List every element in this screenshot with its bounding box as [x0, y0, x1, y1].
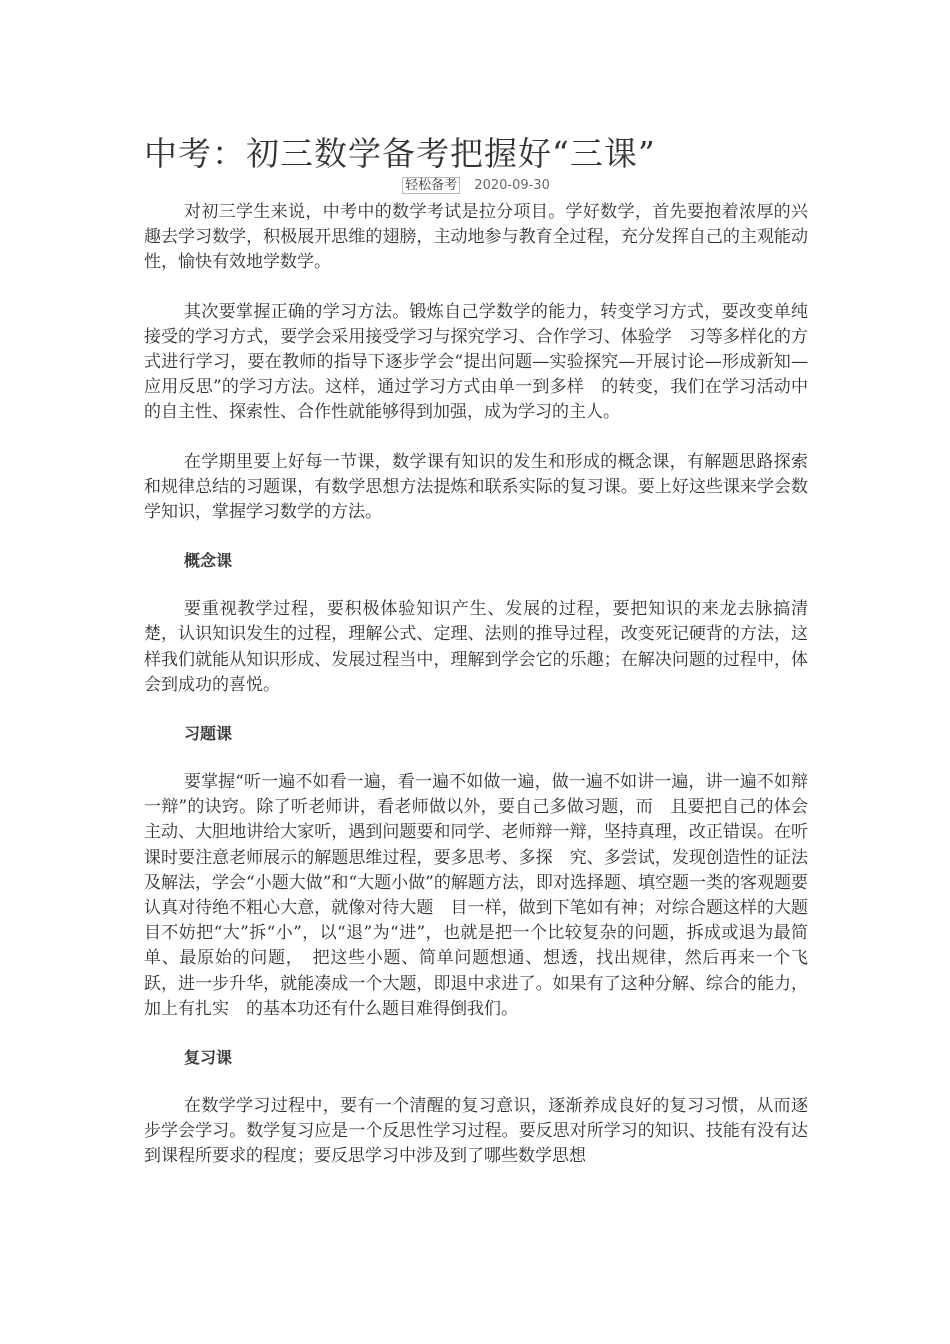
paragraph-gap — [144, 746, 808, 770]
section-text-review: 在数学学习过程中，要有一个清醒的复习意识，逐渐养成良好的复习习惯，从而逐步学会学习。数学复习应是一个反思性学习过程。要反思对所学习的知识、技能有没有达到课程所要求的程度；要反思学习中涉及到了哪些数学思想 — [144, 1096, 808, 1167]
section-text-exercise: 要掌握“听一遍不如看一遍，看一遍不如做一遍，做一遍不如讲一遍，讲一遍不如辩一辩”的诀窍。除了听老师讲，看老师做以外，要自己多做习题，而 且要把自己的体会主动、大胆地讲给大家听，遇到问题要和同学、老师辩一辩，坚持真理，改正错误。在听课时要注意老师展示的解题思维过程，要多思考、多探 究、多尝试，发现创造性的证法及解法，学会“小题大做”和“大题小做”的解题方法，即对选择题、填空题一类的客观题要认真对待绝不粗心大意，就像对待大题 目一样，做到下笔如有神；对综合题这样的大题目不妨把“大”拆“小”，以“退”为“进”，也就是把一个比较复杂的问题，拆成或退为最简单、最原始的问题， 把这些小题、简单问题想通、想透，找出规律，然后再来一个飞跃，进一步升华，就能凑成一个大题，即退中求进了。如果有了这种分解、综合的能力，加上有扎实 的基本功还有什么题目难得倒我们。 — [144, 772, 808, 1019]
section-heading-review: 复习课 — [184, 1048, 233, 1068]
section-heading-concept: 概念课 — [184, 551, 233, 571]
paragraph-gap — [144, 426, 808, 450]
paragraph-gap — [144, 1070, 808, 1094]
source-tag[interactable]: 轻松备考 — [402, 177, 460, 194]
section-heading-exercise: 习题课 — [184, 724, 233, 744]
paragraph-intro: 对初三学生来说，中考中的数学考试是拉分项目。学好数学，首先要抱着浓厚的兴趣去学习数学，积极展开思维的翅膀，主动地参与教育全过程，充分发挥自己的主观能动性，愉快有效地学数学。 — [144, 202, 808, 273]
paragraph-gap — [144, 1022, 808, 1046]
paragraph-gap — [144, 573, 808, 597]
paragraph-classes: 在学期里要上好每一节课，数学课有知识的发生和形成的概念课，有解题思路探索和规律总结的习题课，有数学思想方法提炼和联系实际的复习课。要上好这些课来学会数学知识，掌握学习数学的方法。 — [144, 451, 808, 523]
article-title: 中考：初三数学备考把握好“三课” — [144, 134, 656, 173]
publish-date: 2020-09-30 — [474, 178, 550, 193]
paragraph-method: 其次要掌握正确的学习方法。锻炼自己学数学的能力，转变学习方式，要改变单纯接受的学习方式，要学会采用接受学习与探究学习、合作学习、体验学 习等多样化的方式进行学习，要在教师的指导下逐步学会“提出问题—实验探究—开展讨论—形成新知—应用反思”的学习方法。这样，通过学习方式由单一到多样 的转变，我们在学习活动中的自主性、探索性、合作性就能够得到加强，成为学习的主人。 — [144, 301, 808, 423]
paragraph-gap — [144, 698, 808, 722]
paragraph-gap — [144, 276, 808, 300]
article — [144, 0, 808, 1170]
section-text-concept: 要重视教学过程，要积极体验知识产生、发展的过程，要把知识的来龙去脉搞清楚，认识知识发生的过程，理解公式、定理、法则的推导过程，改变死记硬背的方法，这样我们就能从知识形成、发展过程当中，理解到学会它的乐趣；在解决问题的过程中，体会到成功的喜悦。 — [144, 599, 808, 695]
paragraph-gap — [144, 525, 808, 549]
article-meta — [144, 178, 808, 200]
